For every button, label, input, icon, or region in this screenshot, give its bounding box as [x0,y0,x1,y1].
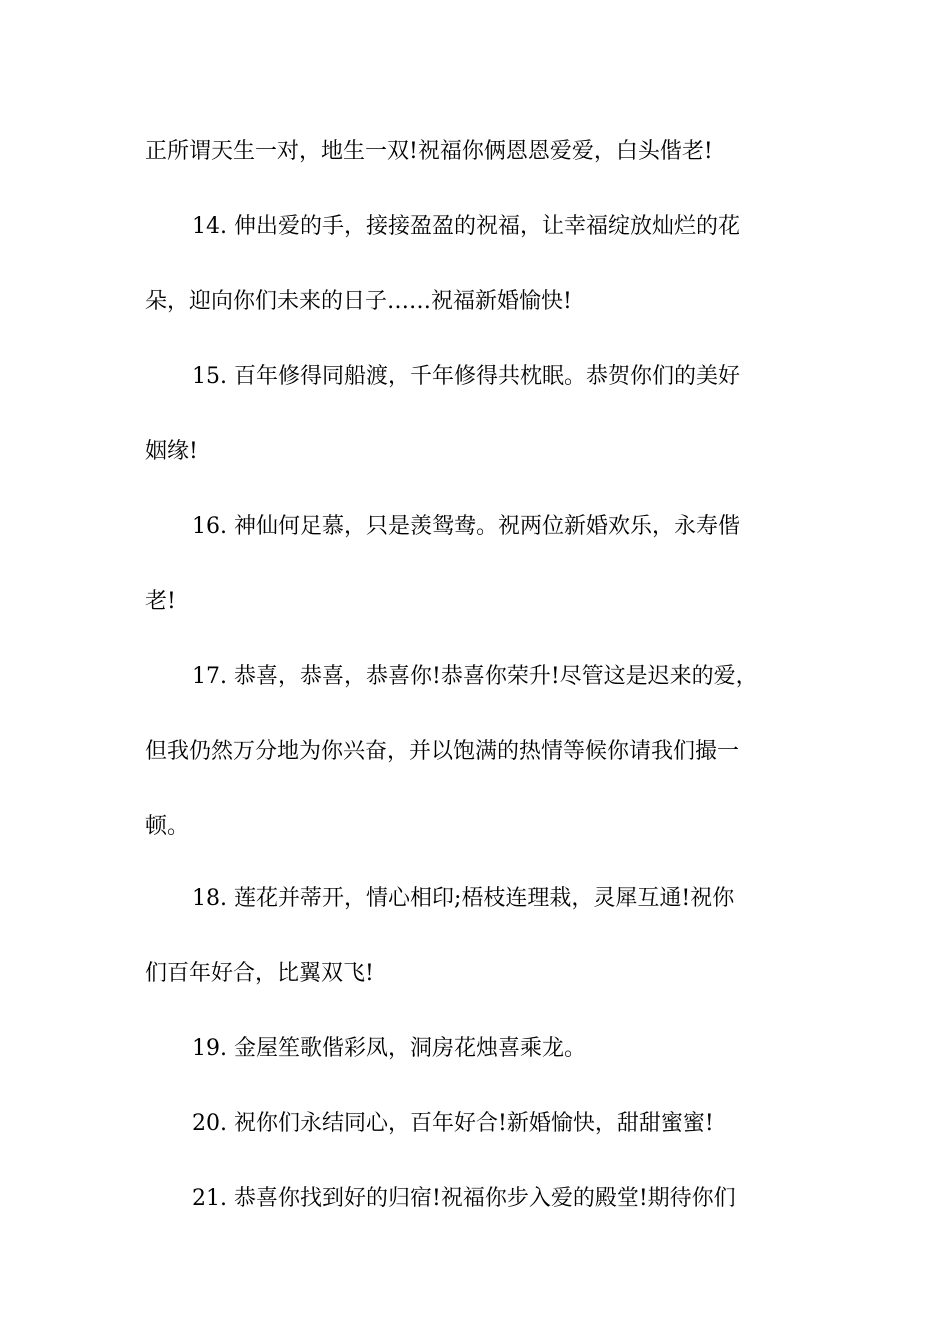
text-line: 19. 金屋笙歌偕彩凤，洞房花烛喜乘龙。 [192,1036,586,1061]
text-line: 姻缘! [145,439,198,464]
text-line: 15. 百年修得同船渡，千年修得共枕眠。恭贺你们的美好 [192,364,740,389]
text-line: 老! [145,589,176,614]
text-line: 14. 伸出爱的手，接接盈盈的祝福，让幸福绽放灿烂的花 [192,214,740,239]
text-line: 16. 神仙何足慕，只是羡鸳鸯。祝两位新婚欢乐，永寿偕 [192,514,740,539]
text-line: 但我仍然万分地为你兴奋，并以饱满的热情等候你请我们撮一 [145,739,740,764]
text-line: 20. 祝你们永结同心，百年好合!新婚愉快，甜甜蜜蜜! [192,1111,714,1136]
text-line: 21. 恭喜你找到好的归宿!祝福你步入爱的殿堂!期待你们 [192,1186,736,1211]
text-line: 正所谓天生一对，地生一双!祝福你俩恩恩爱爱，白头偕老! [145,139,713,164]
text-line: 17. 恭喜，恭喜，恭喜你!恭喜你荣升!尽管这是迟来的爱， [192,664,758,689]
text-line: 18. 莲花并蒂开，情心相印;梧枝连理栽，灵犀互通!祝你 [192,886,735,911]
text-line: 朵，迎向你们未来的日子……祝福新婚愉快! [145,289,572,314]
text-line: 们百年好合，比翼双飞! [145,961,374,986]
text-line: 顿。 [145,814,190,839]
